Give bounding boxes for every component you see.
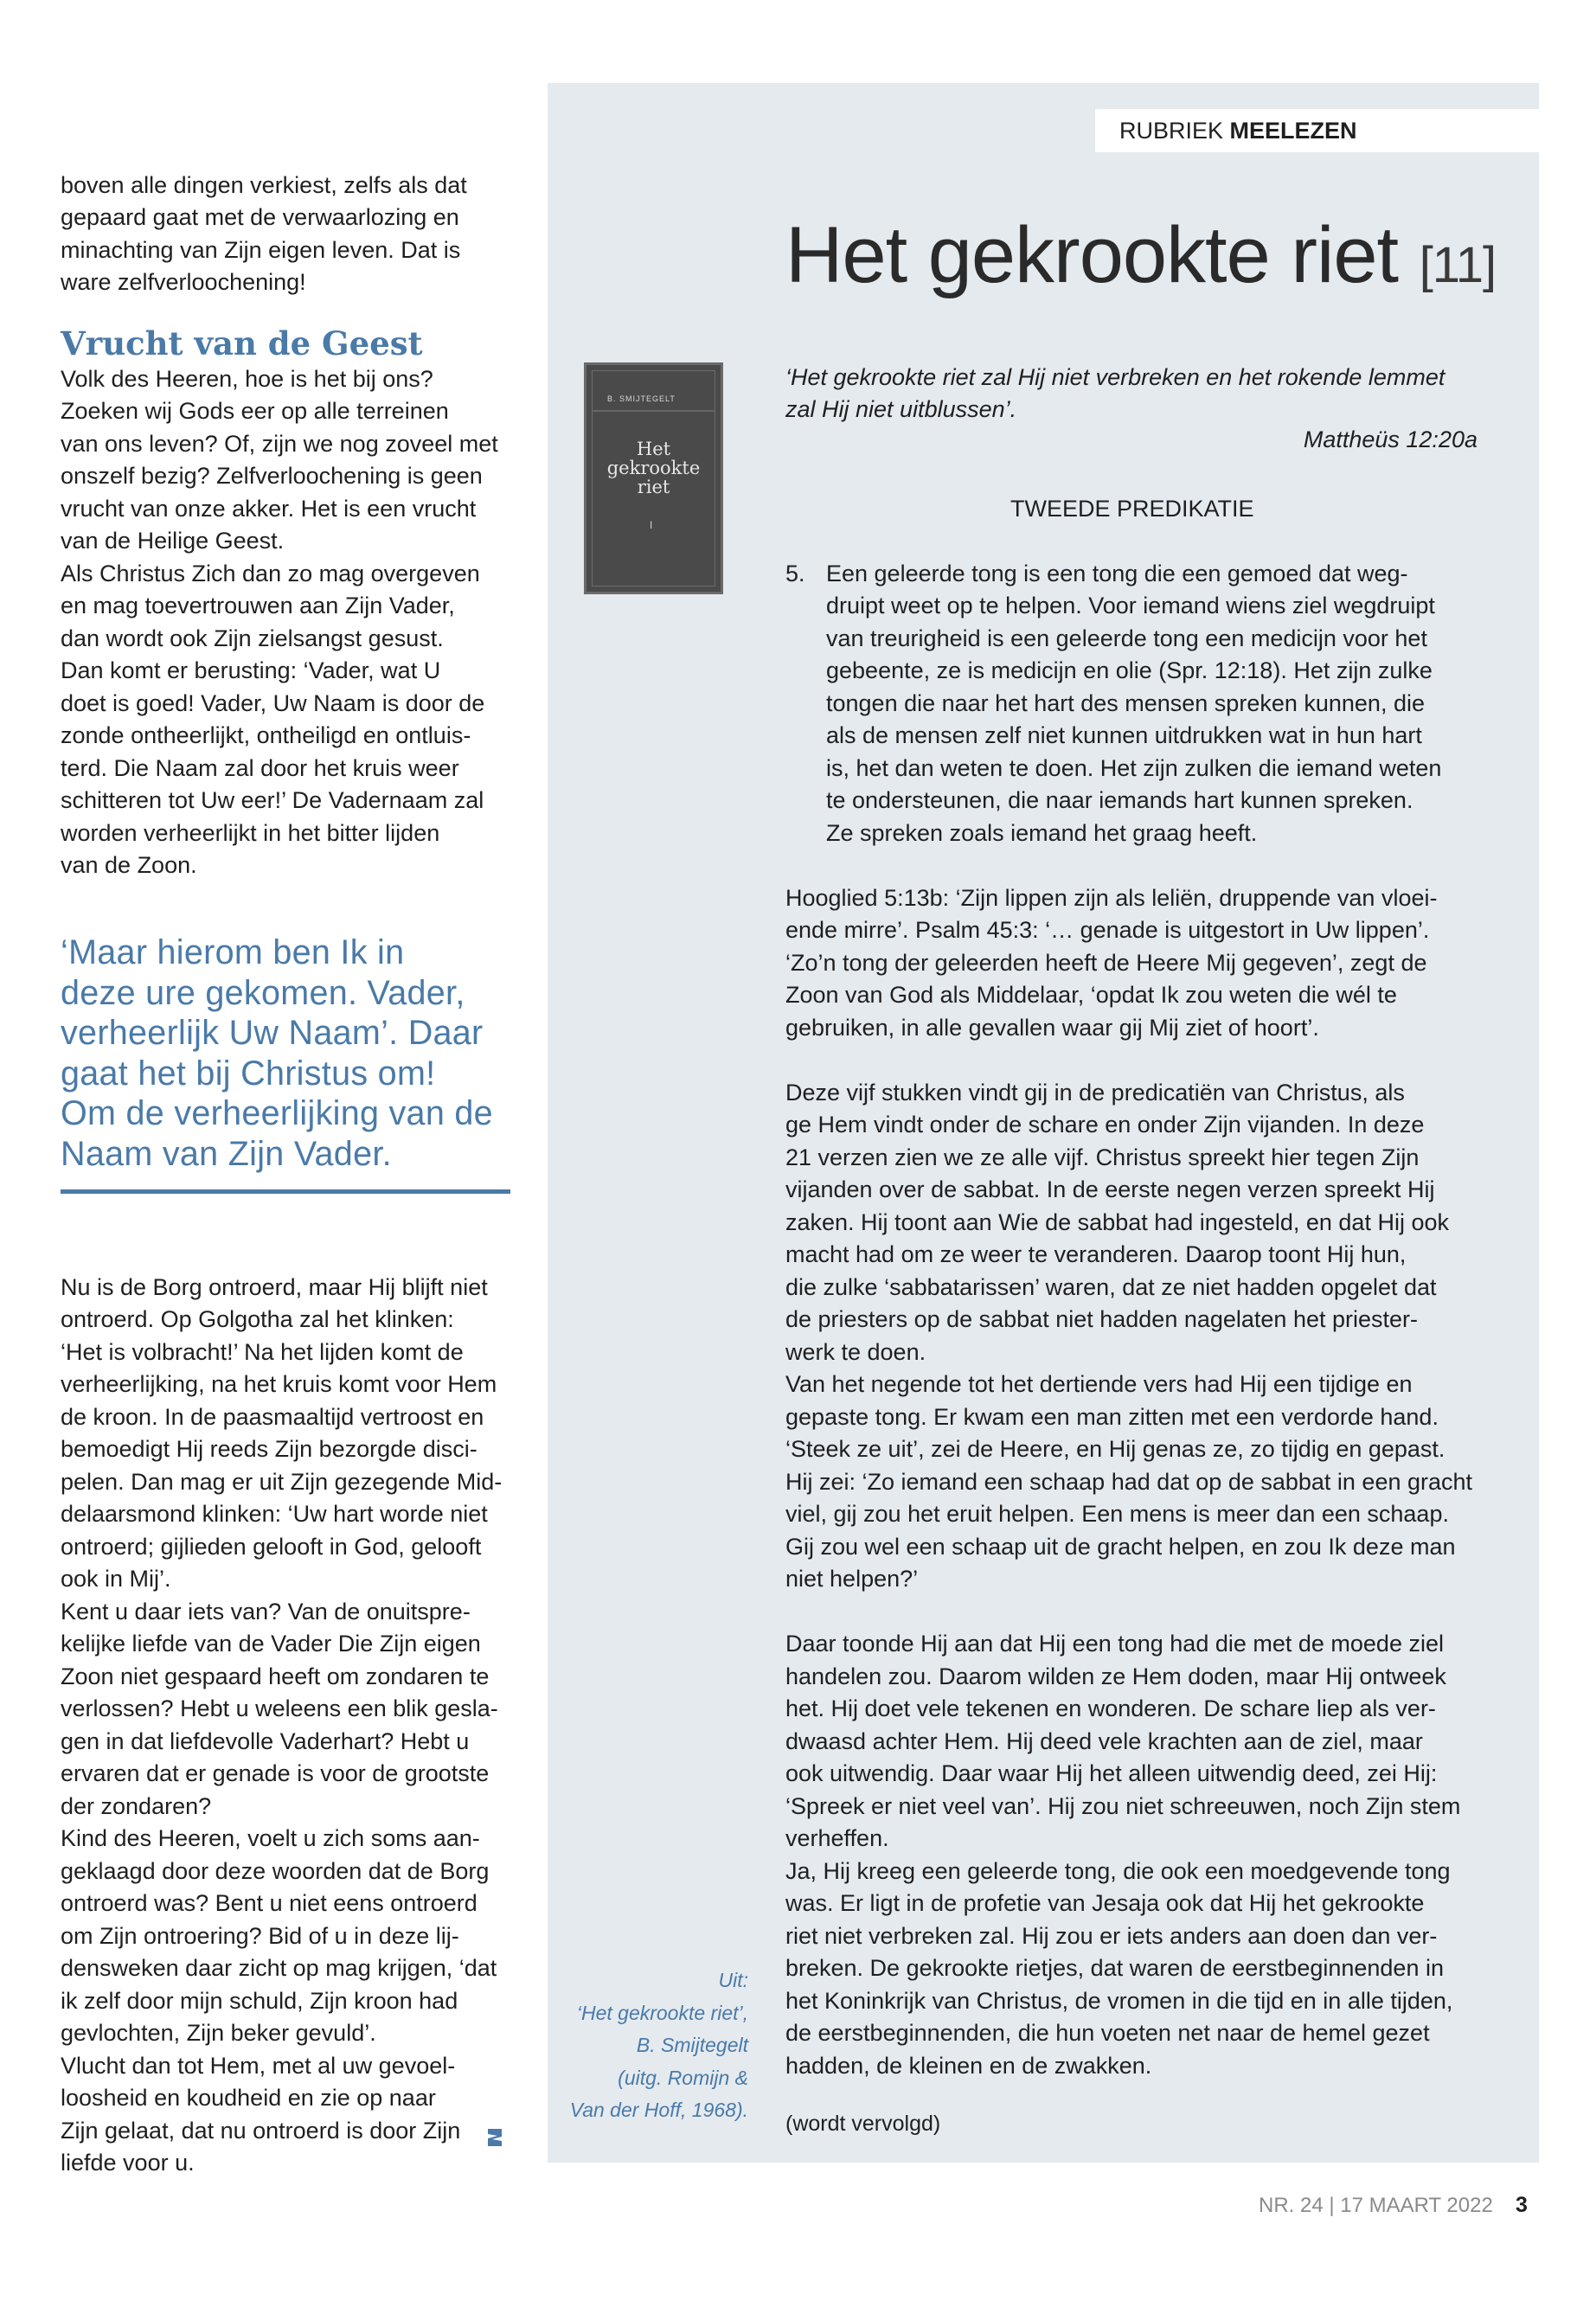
body-line: Als Christus Zich dan zo mag overgeven: [61, 561, 480, 586]
book-title-line: gekrookte: [606, 458, 701, 478]
body-line: Daar toonde Hij aan dat Hij een tong had die met de moede ziel: [785, 1631, 1444, 1657]
body-line: Van het negende tot het dertiende vers had Hij een tijdige en: [785, 1371, 1413, 1397]
body-line: Zoeken wij Gods eer op alle terreinen: [61, 398, 449, 424]
body-line: Nu is de Borg ontroerd, maar Hij blijft niet: [61, 1274, 488, 1300]
body-line: de eerstbeginnenden, die hun voeten net naar de hemel gezet: [785, 2020, 1430, 2046]
body-line: Zijn gelaat, dat nu ontroerd is door Zijn: [61, 2118, 461, 2144]
item-line: gebeente, ze is medicijn en olie (Spr. 12:18). Het zijn zulke: [826, 657, 1433, 683]
image-caption-line: Uit:: [718, 1969, 748, 1991]
end-mark-icon: [484, 2126, 506, 2149]
body-line: ‘Steek ze uit’, zei de Heere, en Hij genas ze, zo tijdig en gepast.: [785, 1436, 1445, 1462]
body-line: van de Heilige Geest.: [61, 528, 285, 554]
body-line: verlossen? Hebt u weleens een blik gesla-: [61, 1695, 498, 1721]
body-line: gen in dat liefdevolle Vaderhart? Hebt u: [61, 1728, 470, 1754]
body-line: Ja, Hij kreeg een geleerde tong, die ook een moedgevende tong: [785, 1858, 1451, 1884]
body-line: Hij zei: ‘Zo iemand een schaap had dat op de sabbat in een gracht: [785, 1469, 1473, 1495]
body-line: Volk des Heeren, hoe is het bij ons?: [61, 366, 433, 392]
body-line: ook uitwendig. Daar waar Hij het alleen uitwendig deed, zei Hij:: [785, 1760, 1438, 1786]
book-band: [592, 410, 715, 412]
verse-line: ‘Het gekrookte riet zal Hij niet verbreken en het rokende lemmet: [785, 364, 1445, 390]
pull-quote-rule: [61, 1189, 510, 1194]
body-line: ontroerd was? Bent u niet eens ontroerd: [61, 1890, 478, 1916]
item-line: als de mensen zelf niet kunnen uitdrukken wat in hun hart: [826, 722, 1422, 748]
body-line: riet niet verbreken zal. Hij zou er iets anders aan doen dan ver-: [785, 1923, 1438, 1949]
body-line: onszelf bezig? Zelfverloochening is geen: [61, 463, 483, 489]
item-line: Ze spreken zoals iemand het graag heeft.: [826, 820, 1258, 846]
body-line: en mag toevertrouwen aan Zijn Vader,: [61, 593, 455, 619]
body-line: ‘Het is volbracht!’ Na het lijden komt de: [61, 1339, 464, 1365]
body-line: Gij zou wel een schaap uit de gracht helpen, en zou Ik deze man: [785, 1534, 1456, 1560]
body-line: Dan komt er berusting: ‘Vader, wat U: [61, 657, 441, 683]
body-line: gebruiken, in alle gevallen waar gij Mij ziet of hoort’.: [785, 1015, 1319, 1041]
body-line: densweken daar zicht op mag krijgen, ‘dat: [61, 1955, 497, 1981]
body-line: ik zelf door mijn schuld, Zijn kroon had: [61, 1988, 458, 2014]
body-line: ge Hem vindt onder de schare en onder Zijn vijanden. In deze: [785, 1112, 1425, 1138]
pull-quote-line: deze ure gekomen. Vader,: [61, 974, 465, 1012]
body-line: handelen zou. Daarom wilden ze Hem doden, maar Hij ontweek: [785, 1663, 1446, 1689]
body-line: zonde ontheerlijkt, ontheiligd en ontluis-: [61, 722, 471, 748]
item-line: Een geleerde tong is een tong die een gemoed dat weg-: [826, 561, 1408, 586]
item-line: druipt weet op te helpen. Voor iemand wiens ziel wegdruipt: [826, 593, 1435, 619]
body-line: macht had om ze weer te veranderen. Daarop toont Hij hun,: [785, 1241, 1407, 1267]
body-line: ende mirre’. Psalm 45:3: ‘… genade is uitgestort in Uw lippen’.: [785, 917, 1430, 943]
body-line: Vlucht dan tot Hem, met al uw gevoel-: [61, 2053, 456, 2079]
body-line: ervaren dat er genade is voor de grootste: [61, 1760, 490, 1786]
item-line: te ondersteunen, die naar iemands hart kunnen spreken.: [826, 787, 1413, 813]
body-line: delaarsmond klinken: ‘Uw hart worde niet: [61, 1501, 488, 1527]
image-caption-line: ‘Het gekrookte riet’,: [576, 2002, 748, 2024]
body-line: viel, gij zou het eruit helpen. Een mens is meer dan een schaap.: [785, 1501, 1449, 1527]
body-line: Deze vijf stukken vindt gij in de predicatiën van Christus, als: [785, 1080, 1405, 1106]
article-title-main: Het gekrookte riet: [785, 211, 1399, 299]
body-line: om Zijn ontroering? Bid of u in deze lij-: [61, 1923, 459, 1949]
body-line: worden verheerlijkt in het bitter lijden: [61, 820, 440, 846]
sermon-subheading: TWEEDE PREDIKATIE: [1010, 496, 1254, 522]
body-line: werk te doen.: [785, 1339, 926, 1365]
body-line: zaken. Hij toont aan Wie de sabbat had ingesteld, en dat Hij ook: [785, 1209, 1449, 1235]
body-line: dan wordt ook Zijn zielsangst gesust.: [61, 625, 444, 651]
article-title: [785, 208, 1496, 313]
pull-quote-line: Om de verheerlijking van de: [61, 1094, 493, 1132]
body-line: Hooglied 5:13b: ‘Zijn lippen zijn als leliën, druppende van vloei-: [785, 885, 1438, 911]
body-line: niet helpen?’: [785, 1566, 919, 1592]
body-line: die zulke ‘sabbatarissen’ waren, dat ze niet hadden opgelet dat: [785, 1274, 1437, 1300]
article-title-number: [11]: [1419, 237, 1497, 293]
body-line: geklaagd door deze woorden dat de Borg: [61, 1858, 490, 1884]
body-line: ‘Spreek er niet veel van’. Hij zou niet schreeuwen, noch Zijn stem: [785, 1793, 1461, 1819]
body-line: kelijke liefde van de Vader Die Zijn eigen: [61, 1631, 481, 1657]
book-mark: I: [650, 519, 653, 531]
book-title: [586, 439, 721, 497]
image-caption-line: B. Smijtegelt: [636, 2034, 748, 2056]
body-line: vijanden over de sabbat. In de eerste negen verzen spreekt Hij: [785, 1176, 1435, 1202]
image-caption-line: Van der Hoff, 1968).: [569, 2099, 748, 2121]
rubric-label: [1095, 109, 1539, 152]
body-line: doet is goed! Vader, Uw Naam is door de: [61, 690, 485, 716]
body-line: ontroerd. Op Golgotha zal het klinken:: [61, 1306, 454, 1332]
body-line: bemoedigt Hij reeds Zijn bezorgde disci-: [61, 1436, 478, 1462]
body-line: pelen. Dan mag er uit Zijn gezegende Mid-: [61, 1469, 503, 1495]
body-line: loosheid en koudheid en zie op naar: [61, 2085, 436, 2111]
body-line: ontroerd; gijlieden gelooft in God, gelooft: [61, 1534, 482, 1560]
body-line: van de Zoon.: [61, 852, 197, 878]
pull-quote-line: verheerlijk Uw Naam’. Daar: [61, 1014, 484, 1052]
body-line: liefde voor u.: [61, 2150, 195, 2176]
item-number: 5.: [785, 561, 805, 586]
body-line: de kroon. In de paasmaaltijd vertroost en: [61, 1404, 484, 1430]
book-author: B. SMIJTEGELT: [607, 394, 676, 403]
section-heading: Vrucht van de Geest: [61, 324, 423, 362]
body-line: 21 verzen zien we ze alle vijf. Christus spreekt hier tegen Zijn: [785, 1144, 1420, 1170]
body-line: Zoon van God als Middelaar, ‘opdat Ik zou weten die wél te: [785, 982, 1397, 1008]
body-line: de priesters op de sabbat niet hadden nagelaten het priester-: [785, 1306, 1419, 1332]
page-number: 3: [1516, 2193, 1528, 2217]
body-line: ‘Zo’n tong der geleerden heeft de Heere Mij gegeven’, zegt de: [785, 950, 1427, 976]
intro-line: gepaard gaat met de verwaarlozing en: [61, 204, 459, 230]
body-line: van ons leven? Of, zijn we nog zoveel met: [61, 431, 498, 457]
rubric-name: MEELEZEN: [1229, 118, 1357, 144]
book-title-line: Het: [636, 439, 671, 459]
body-line: Kent u daar iets van? Van de onuitspre-: [61, 1599, 471, 1625]
body-line: Kind des Heeren, voelt u zich soms aan-: [61, 1825, 480, 1851]
body-line: verheffen.: [785, 1825, 889, 1851]
intro-line: minachting van Zijn eigen leven. Dat is: [61, 237, 461, 263]
body-line: gevlochten, Zijn beker gevuld’.: [61, 2020, 376, 2046]
issue-info: NR. 24 | 17 MAART 2022: [1259, 2194, 1493, 2217]
body-line: terd. Die Naam zal door het kruis weer: [61, 755, 459, 781]
body-line: hadden, de kleinen en de zwakken.: [785, 2053, 1152, 2079]
body-line: Zoon niet gespaard heeft om zondaren te: [61, 1663, 490, 1689]
intro-line: boven alle dingen verkiest, zelfs als dat: [61, 172, 467, 198]
image-caption-line: (uitg. Romijn &: [618, 2067, 748, 2089]
book-title-line: riet: [637, 477, 670, 497]
pull-quote-line: ‘Maar hierom ben Ik in: [61, 933, 405, 971]
rubric-prefix: RUBRIEK: [1119, 118, 1224, 144]
body-line: ook in Mij’.: [61, 1566, 171, 1592]
pull-quote-line: gaat het bij Christus om!: [61, 1054, 436, 1093]
body-line: was. Er ligt in de profetie van Jesaja ook dat Hij het gekrookte: [785, 1890, 1425, 1916]
body-line: verheerlijking, na het kruis komt voor Hem: [61, 1371, 497, 1397]
continued-note: (wordt vervolgd): [785, 2112, 941, 2136]
body-line: vrucht van onze akker. Het is een vrucht: [61, 496, 477, 522]
body-line: schitteren tot Uw eer!’ De Vadernaam zal: [61, 787, 484, 813]
book-cover-image: [586, 365, 721, 592]
body-line: het Koninkrijk van Christus, de vromen in die tijd en in alle tijden,: [785, 1988, 1453, 2014]
body-line: gepaste tong. Er kwam een man zitten met een verdorde hand.: [785, 1404, 1439, 1430]
item-line: tongen die naar het hart des mensen spreken kunnen, die: [826, 690, 1425, 716]
item-line: is, het dan weten te doen. Het zijn zulken die iemand weten: [826, 755, 1442, 781]
intro-line: ware zelfverloochening!: [61, 269, 306, 295]
verse-line: zal Hij niet uitblussen’.: [785, 396, 1017, 422]
body-line: dwaasd achter Hem. Hij deed vele krachten aan de ziel, maar: [785, 1728, 1423, 1754]
body-line: breken. De gekrookte rietjes, dat waren de eerstbeginnenden in: [785, 1955, 1444, 1981]
pull-quote-line: Naam van Zijn Vader.: [61, 1135, 392, 1173]
body-line: der zondaren?: [61, 1793, 212, 1819]
body-line: het. Hij doet vele tekenen en wonderen. De schare liep als ver-: [785, 1695, 1436, 1721]
item-line: van treurigheid is een geleerde tong een medicijn voor het: [826, 625, 1427, 651]
verse-reference: Mattheüs 12:20a: [1303, 426, 1477, 452]
